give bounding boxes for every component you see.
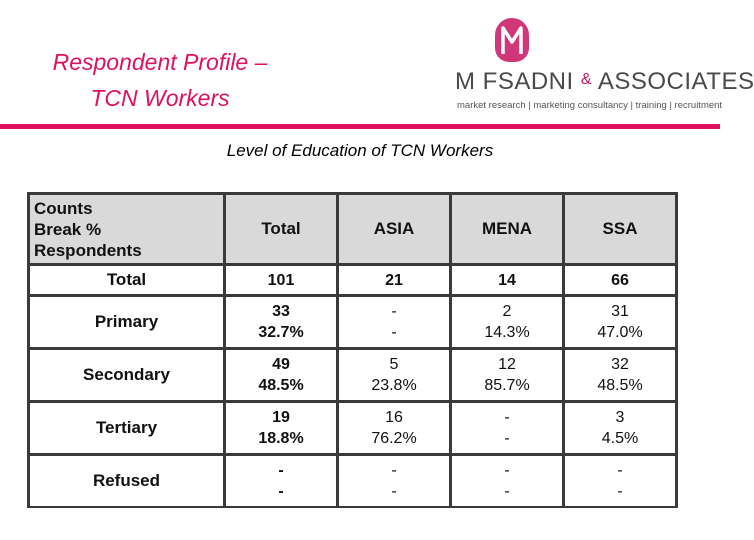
total-cell: 21 <box>339 266 452 297</box>
table-cell <box>565 350 678 403</box>
cell-count: 12 <box>498 356 516 373</box>
cell-count: - <box>504 409 510 426</box>
row-label: Primary <box>30 297 226 350</box>
company-logo <box>455 18 754 118</box>
corner-line: Counts <box>34 198 93 218</box>
total-cell: 14 <box>452 266 565 297</box>
table-cell <box>452 456 565 509</box>
cell-percent: 18.8% <box>258 430 304 447</box>
row-label: Total <box>30 266 226 297</box>
table-cell <box>226 403 339 456</box>
cell-count: - <box>278 462 284 479</box>
corner-line: Respondents <box>34 240 142 260</box>
cell-percent: 23.8% <box>371 377 417 394</box>
cell-count: 33 <box>272 303 290 320</box>
cell-percent: 4.5% <box>601 430 639 447</box>
cell-count: - <box>391 462 397 479</box>
cell-percent: 48.5% <box>597 377 643 394</box>
table-cell <box>226 297 339 350</box>
header-divider <box>0 124 720 129</box>
cell-percent: 76.2% <box>371 430 417 447</box>
table-cell <box>339 350 452 403</box>
cell-count: 16 <box>385 409 403 426</box>
logo-tagline: market research | marketing consultancy | training | recruitment <box>457 100 723 111</box>
cell-count: 32 <box>611 356 629 373</box>
table-cell <box>452 403 565 456</box>
row-label: Tertiary <box>30 403 226 456</box>
column-header: Total <box>226 192 339 266</box>
table-cell <box>226 350 339 403</box>
cell-percent: 47.0% <box>597 324 643 341</box>
cell-percent: 32.7% <box>258 324 304 341</box>
cell-count: 2 <box>502 303 512 320</box>
corner-line: Break % <box>34 219 102 239</box>
table-cell <box>339 297 452 350</box>
slide-title <box>10 44 310 116</box>
cell-count: 49 <box>272 356 290 373</box>
cell-percent: - <box>504 483 510 500</box>
logo-m-icon <box>495 18 529 62</box>
column-header: SSA <box>565 192 678 266</box>
table-cell <box>226 456 339 509</box>
column-header: ASIA <box>339 192 452 266</box>
row-label: Refused <box>30 456 226 509</box>
table-title: Level of Education of TCN Workers <box>226 141 494 160</box>
table-cell <box>565 297 678 350</box>
table-cell <box>452 350 565 403</box>
table-row <box>30 297 678 350</box>
cell-percent: - <box>504 430 510 447</box>
education-table <box>27 192 678 509</box>
cell-count: - <box>504 462 510 479</box>
cell-count: 19 <box>272 409 290 426</box>
cell-percent: 48.5% <box>258 377 304 394</box>
cell-percent: - <box>278 483 284 500</box>
cell-count: 5 <box>389 356 399 373</box>
cell-count: - <box>617 462 623 479</box>
column-header: MENA <box>452 192 565 266</box>
cell-percent: - <box>617 483 623 500</box>
table-row <box>30 403 678 456</box>
table-row-total <box>30 266 678 297</box>
logo-name: M FSADNI & ASSOCIATES <box>455 68 754 95</box>
cell-percent: - <box>391 324 397 341</box>
cell-count: 31 <box>611 303 629 320</box>
slide-bottom-edge <box>0 508 720 540</box>
table-cell <box>452 297 565 350</box>
table-cell <box>565 456 678 509</box>
cell-count: - <box>391 303 397 320</box>
corner-header <box>30 192 226 266</box>
row-label: Secondary <box>30 350 226 403</box>
table-row <box>30 456 678 509</box>
table-cell <box>565 403 678 456</box>
total-cell: 101 <box>226 266 339 297</box>
slide-title-line1: Respondent Profile – <box>52 49 268 75</box>
cell-percent: - <box>391 483 397 500</box>
slide-title-line2: TCN Workers <box>90 85 230 111</box>
table-cell <box>339 456 452 509</box>
table-row <box>30 350 678 403</box>
total-cell: 66 <box>565 266 678 297</box>
cell-percent: 85.7% <box>484 377 530 394</box>
cell-count: 3 <box>615 409 625 426</box>
cell-percent: 14.3% <box>484 324 530 341</box>
table-cell <box>339 403 452 456</box>
